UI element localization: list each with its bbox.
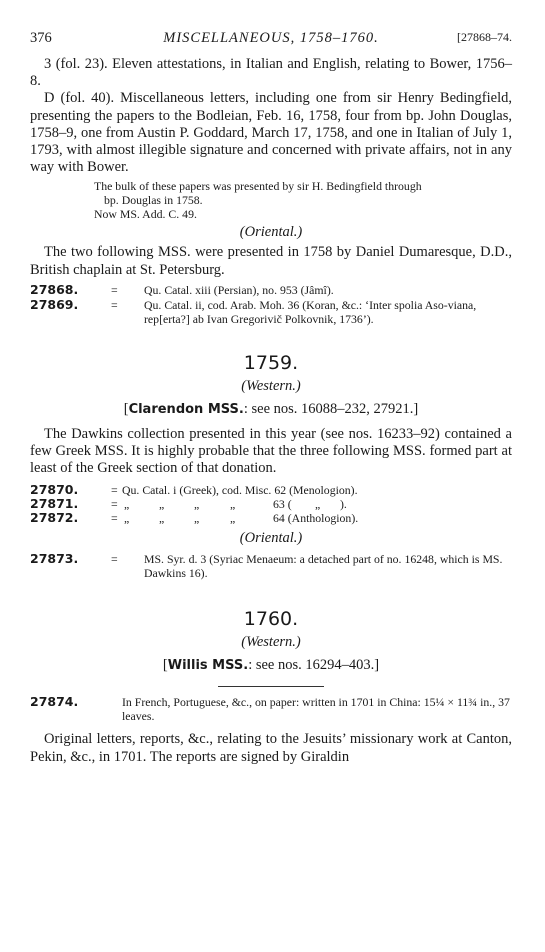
ms-entry-27872: 27872. = „ „ „ „ 64 (Anthologion). (30, 510, 359, 526)
ms-description: Qu. Catal. ii, cod. Arab. Moh. 36 (Koran, &c.: ‘Inter spolia Aso-viana, rep[erta?] ab Ivan Gregorivič Polkovnik, 1736’). (144, 297, 477, 326)
ms-number: 27868. (30, 281, 79, 297)
ms-number: 27872. (30, 510, 79, 526)
collection-clarendon: [Clarendon MSS.: see nos. 16088–232, 27921.] (123, 400, 419, 417)
ms-description: Qu. Catal. xiii (Persian), no. 953 (Jâmî). (144, 282, 334, 297)
body-text (30, 56, 512, 176)
divider (218, 686, 324, 687)
page-header (30, 30, 512, 52)
paragraph-dawkins: The Dawkins collection presented in this year (see nos. 16233–92) contained a few Greek MSS. It is highly probable that the three following MSS. formed part at least of the Greek section of that donation. (30, 425, 512, 477)
paragraph-dumaresque: The two following MSS. were presented in 1758 by Daniel Dumaresque, D.D., British chaplain at St. Petersburg. (30, 244, 512, 278)
ms-entry-27871: 27871. = „ „ „ „ 63 ( „ ). (30, 496, 347, 512)
ms-description: Qu. Catal. i (Greek), cod. Misc. 62 (Menologion). (122, 483, 358, 498)
ms-description: In French, Portuguese, &c., on paper: written in 1701 in China: 15¼ × 11¾ in., 37 leaves. (122, 695, 510, 724)
section-label-oriental: (Oriental.) (239, 224, 303, 241)
page-number: 376 (30, 30, 52, 46)
section-label-oriental-2: (Oriental.) (239, 530, 303, 547)
paragraph-fol-23: 3 (fol. 23). Eleven attestations, in Italian and English, relating to Bower, 1756–8. (30, 56, 512, 90)
section-label-western-2: (Western.) (241, 634, 301, 651)
paragraph-jesuits: Original letters, reports, &c., relating to the Jesuits’ missionary work at Canton, Pekin, &c., in 1701. The reports are signed by Giraldin (30, 731, 512, 765)
collection-name: Clarendon MSS. (128, 401, 244, 417)
section-label-western: (Western.) (241, 377, 301, 394)
ms-entry-27870: 27870. = Qu. Catal. i (Greek), cod. Misc. 62 (Menologion). (30, 482, 358, 498)
ms-number: 27871. (30, 496, 79, 512)
paragraph-fol-40: D (fol. 40). Miscellaneous letters, including one from sir Henry Bedingfield, presenting the papers to the Bodleian, Feb. 16, 1758, four from bp. John Douglas, 1758–9, one from Austin P. Goddard, March 17, 1758, and one in Italian of July 1, 1793, with almost illegible signature and concerned with private affairs, not in any way with Bower. (30, 90, 512, 176)
provenance-note (30, 179, 512, 221)
running-title: MISCELLANEOUS, 1758–1760. (163, 30, 379, 46)
ms-entry-27869: 27869. = Qu. Catal. ii, cod. Arab. Moh. 36 (Koran, &c.: ‘Inter spolia Aso-viana, rep[erta?] ab Ivan Gregorivič Polkovnik, 1736’). (30, 296, 477, 326)
ms-entry-27868: 27868. = Qu. Catal. xiii (Persian), no. 953 (Jâmî). (30, 281, 334, 297)
ms-description: 64 (Anthologion). (273, 511, 359, 526)
note-shelfmark: Now MS. Add. C. 49. (94, 207, 197, 222)
ms-number: 27870. (30, 482, 79, 498)
note-line: The bulk of these papers was presented by sir H. Bedingfield through (94, 179, 422, 194)
collection-willis: [Willis MSS.: see nos. 16294–403.] (162, 657, 380, 674)
year-heading-1759: 1759. (243, 351, 299, 374)
page (30, 30, 512, 766)
year-heading-1760: 1760. (243, 608, 299, 631)
ms-entry-27873: 27873. = MS. Syr. d. 3 (Syriac Menaeum: a detached part of no. 16248, which is MS. Dawkins 16). (30, 551, 503, 581)
ms-number: 27874. (30, 694, 79, 710)
note-line: bp. Douglas in 1758. (104, 193, 203, 208)
shelfmark-range: [27868–74. (457, 30, 512, 44)
ms-description: MS. Syr. d. 3 (Syriac Menaeum: a detached part of no. 16248, which is MS. Dawkins 16). (144, 552, 503, 581)
ms-number: 27873. (30, 551, 79, 567)
ms-number: 27869. (30, 296, 79, 312)
ms-entry-27874 (30, 695, 512, 723)
collection-name: Willis MSS. (167, 658, 249, 674)
